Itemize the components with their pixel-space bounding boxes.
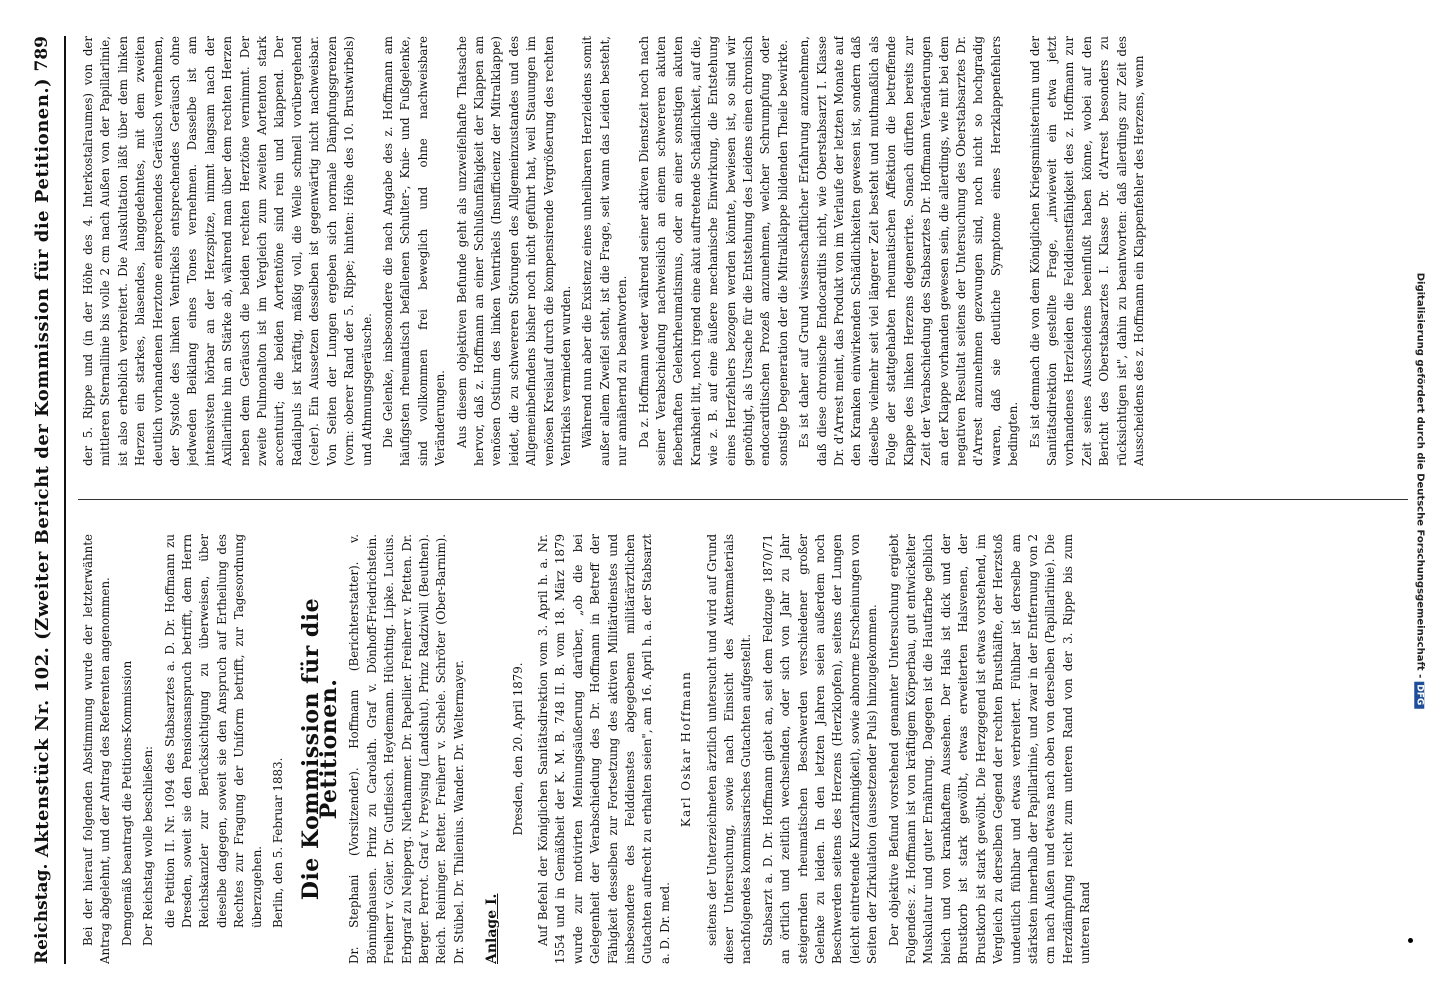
header-rule bbox=[64, 36, 66, 964]
dfg-credit bbox=[1410, 40, 1430, 940]
annex-paragraph-4: Der objektive Befund vorstehend genannter Untersuchung ergiebt Folgendes: z. Hoffmann ist von kräftigem Körperbau, gut entwickelter Muskulatur und guter Ernährung. Dagegen ist die Hautfarbe gelblich bleich und von krankhaftem Aussehen. Der Hals ist dick und der Brustkorb ist stark gewölbt, etwas erweiterten Halsvenen, der Brustkorb ist stark gewölbt. Die Herzgegend ist etwas vorstehend, im Vergleich zu derselben Gegend der rechten Brusthälfte, der Herzstoß undeutlich fühlbar und etwas verbreitert. Fühlbar ist derselbe am stärksten innerhalb der Papillarlinie, und zwar in der Entfernung von 2 cm nach Außen und etwas nach oben von derselben (Papillarlinie). Die Herzdämpfung reicht zum unteren Rand von der 3. Rippe bis zum unteren Rand bbox=[886, 534, 1093, 964]
dfg-credit-text: Digitalisierung gefördert durch die Deutsche Forschungsgemeinschaft - bbox=[1414, 272, 1426, 678]
annex-title: Anlage I. bbox=[484, 893, 501, 964]
right-paragraph-1: der 5. Rippe und (in der Höhe des 4. Interkostalraumes) von der mittleren Sternallinie bis volle 2 cm nach Außen von der Papillarlinie, ist also erheblich verbreitert. Die Auskultation läßt über dem linken Herzen ein starkes, blasendes, langgedehntes, mit dem zweiten deutlich vorhandenen Herztone entsprechendes Geräusch vernehmen, der Systole des linken Ventrikels entsprechendes Geräusch ohne jedweden Beiklang eines Tones vernehmen. Dasselbe ist am intensivsten hörbar an der Herzspitze, nimmt langsam nach der Axillarlinie hin an Stärke ab, während man über dem rechten Herzen neben dem Geräusch die beiden rechten Herztöne vernimmt. Der zweite Pulmonalton ist im Vergleich zum zweiten Aortenton stark accentuirt; die beiden Aortentöne sind rein und klappend. Der Radialpuls ist kräftig, mäßig voll, die Welle schnell vorübergehend (celer). Ein Aussetzen desselben ist gegenwärtig nicht nachweisbar. Von Seiten der Lungen ergeben sich normale Dämpfungsgrenzen (vorn: oberer Rand der 5. Rippe; hinten: Höhe des 10. Brustwirbels) und Athmungsgeräusche. bbox=[81, 36, 374, 466]
right-paragraph-5: Da z. Hoffmann weder während seiner aktiven Dienstzeit noch nach seiner Verabschiedung nachweislich an einem schwereren akuten fieberhaften Gelenkrheumatismus, oder an einer sonstigen akuten Krankheit litt, noch irgend eine akut auftretende Schädlichkeit, auf die, wie z. B. auf eine äußere mechanische Einwirkung, die Entstehung eines Herzfehlers bezogen werden könnte, bewiesen ist, so sind wir genöthigt, als Ursache für die Entstehung des Leidens einen chronisch endocarditischen Prozeß anzunehmen, welcher Schrumpfung oder sonstige Degeneration der die Mitralklappe bildenden Theile bewirkte. bbox=[636, 36, 790, 466]
right-paragraph-3: Aus diesem objektiven Befunde geht als unzweifelhafte Thatsache hervor, daß z. Hoffmann an einer Schlußunfähigkeit der Klappen am venösen Ostium des linken Ventrikels (Insufficienz der Mitralklappe) leidet, die zu schwereren Störungen des Allgemeinzustandes und des Allgemeinbefindens bisher noch nicht geführt hat, weil Stauungen im venösen Kreislauf durch die kompensirende Vergrößerung des rechten Ventrikels vermieden wurden. bbox=[454, 36, 573, 466]
left-column bbox=[80, 534, 1400, 964]
page-number: 789 bbox=[32, 36, 52, 72]
annex-paragraph-2: seitens der Unterzeichneten ärztlich untersucht und wird auf Grund dieser Untersuchung, sowie nach Einsicht des Aktenmaterials nachfolgendes kommissarisches Gutachten aufgestellt. bbox=[704, 534, 754, 964]
annex-paragraph-3: Stabsarzt a. D. Dr. Hoffmann giebt an, seit dem Feldzuge 1870/71 an örtlich und zeitlich wechselnden, oder sich von Jahr zu Jahr steigernden rheumatischen Beschwerden verschiedener großer Gelenke zu leiden. In den letzten Jahren seien außerdem noch Beschwerden seitens des Herzens (Herzklopfen), seitens der Lungen (leicht eintretende Kurzathmigkeit), sowie abnorme Erscheinungen von Seiten der Zirkulation (aussetzender Puls) hinzugekommen. bbox=[760, 534, 880, 964]
signing-date: Berlin, den 5. Februar 1883. bbox=[271, 757, 286, 928]
petition-resolution: die Petition II. Nr. 1094 des Stabsarztes a. D. Dr. Hoffmann zu Dresden, soweit sie den Pensionsanspruch betrifft, dem Herrn Reichskanzler zur Berücksichtigung zu überweisen, über dieselbe dagegen, soweit sie den Anspruch auf Ertheilung des Rechtes zur Fragung der Uniform betrifft, zur Tagesordnung überzugehen. bbox=[162, 534, 264, 928]
left-paragraph-3: Der Reichstag wolle beschließen: bbox=[141, 745, 156, 946]
right-paragraph-6: Es ist daher auf Grund wissenschaftlicher Erfahrung anzunehmen, daß diese chronische Endocarditis nicht, wie Oberstabsarzt I. Klasse Dr. d'Arrest meint, das Produkt von im Verlaufe der letzten Monate auf den Kranken einwirkenden Schädlichkeiten gewesen ist, sondern daß dieselbe vielmehr seit viel längerer Zeit besteht und muthmaßlich als Folge der stattgehabten rheumatischen Affektion die betreffende Klappe des linken Herzens degenerirte. Sonach dürften bereits zur Zeit der Verabschiedung des Stabsarztes Dr. Hoffmann Veränderungen an der Klappe vorhanden gewesen sein, die allerdings, wie mit bei dem negativen Resultat seitens der Untersuchung des Oberstabsarztes Dr. d'Arrest anzunehmen gezwungen sind, noch nicht so hochgradig waren, daß sie deutliche Symptome eines Herzklappenfehlers bedingten. bbox=[797, 36, 1021, 466]
page-header bbox=[22, 36, 62, 964]
right-paragraph-4: Während nun aber die Existenz eines unheilbaren Herzleidens somit außer allem Zweifel steht, ist die Frage, seit wann das Leiden besteht, nur annähernd zu beantworten. bbox=[580, 36, 630, 466]
annex-paragraph-1: Auf Befehl der Königlichen Sanitätsdirektion vom 3. April h. a. Nr. 1554 und in Gemäßheit der K. M. B. 748 II. B. vom 18. März 1879 wurde zur motivirten Meinungsäußerung darüber, „ob die bei Gelegenheit der Verabschiedung des Dr. Hoffmann in Betreff der Fähigkeit desselben zur Fortsetzung des aktiven Militärdienstes und insbesondere des Felddienstes abgegebenen militärärztlichen Gutachten aufrecht zu erhalten seien", am 16. April h. a. der Stabsarzt a. D. Dr. med. bbox=[535, 534, 672, 964]
dfg-logo-badge: DFG bbox=[1415, 681, 1425, 708]
right-column bbox=[80, 36, 1400, 466]
right-paragraph-7: Es ist demnach die von dem Königlichen Kriegsministerium und der Sanitätsdirektion gestellte Frage, „inwieweit ein etwa jetzt vorhandenes Herzleiden die Felddienstfähigkeit des z. Hoffmann zur Zeit seines Ausscheidens beeinflußt haben könne, wobei auf den Bericht des Oberstabsarztes I. Klasse Dr. d'Arrest besonders zu rücksichtigen ist", dahin zu beantworten: daß allerdings zur Zeit des Ausscheidens des z. Hoffmann ein Klappenfehler des Herzens, wenn bbox=[1027, 36, 1146, 466]
annex-date: Dresden, den 20. April 1879. bbox=[510, 662, 525, 836]
header-center-title: Aktenstück Nr. 102. (Zweiter Bericht der Kommission für die Petitionen.) bbox=[31, 77, 53, 858]
left-paragraph-2: Demgemäß beantragt die Petitions-Kommission bbox=[119, 660, 134, 946]
commission-members: Dr. Stephani (Vorsitzender). Hoffmann (Berichterstatter). v. Bönninghausen. Prinz zu Carolath. Graf v. Dönhoff-Friedrichstein. Freiherr v. Göler. Dr. Gutfleisch. Heydemann. Hüchting. Lipke. Lucius. Erbgraf zu Neipperg. Niethammer. Dr. Papellier. Freiherr v. Pfetten. Dr. Berger. Perrot. Graf v. Preysing (Landshut). Prinz Radziwill (Beuthen). Reich. Reininger. Retter. Freiherr v. Schele. Schröter (Ober-Barnim). Dr. Stübel. Dr. Thilenius. Wander. Dr. Weltermayer. bbox=[347, 534, 466, 964]
header-left-title: Reichstag. bbox=[32, 863, 52, 964]
signature-name: Karl Oskar Hoffmann bbox=[679, 670, 694, 828]
right-paragraph-2: Die Gelenke, insbesondere die nach Angabe des z. Hoffmann am häufigsten rheumatisch befallenen Schulter-, Knie- und Fußgelenke, sind vollkommen frei beweglich und ohne nachweisbare Veränderungen. bbox=[380, 36, 448, 466]
scan-speck bbox=[1408, 938, 1413, 943]
left-paragraph-1: Bei der hierauf folgenden Abstimmung wurde der letzterwähnte Antrag abgelehnt, und der Antrag des Referenten angenommen. bbox=[81, 534, 113, 964]
commission-heading: Die Kommission für die Petitionen. bbox=[298, 597, 342, 901]
column-separator bbox=[78, 499, 1408, 500]
